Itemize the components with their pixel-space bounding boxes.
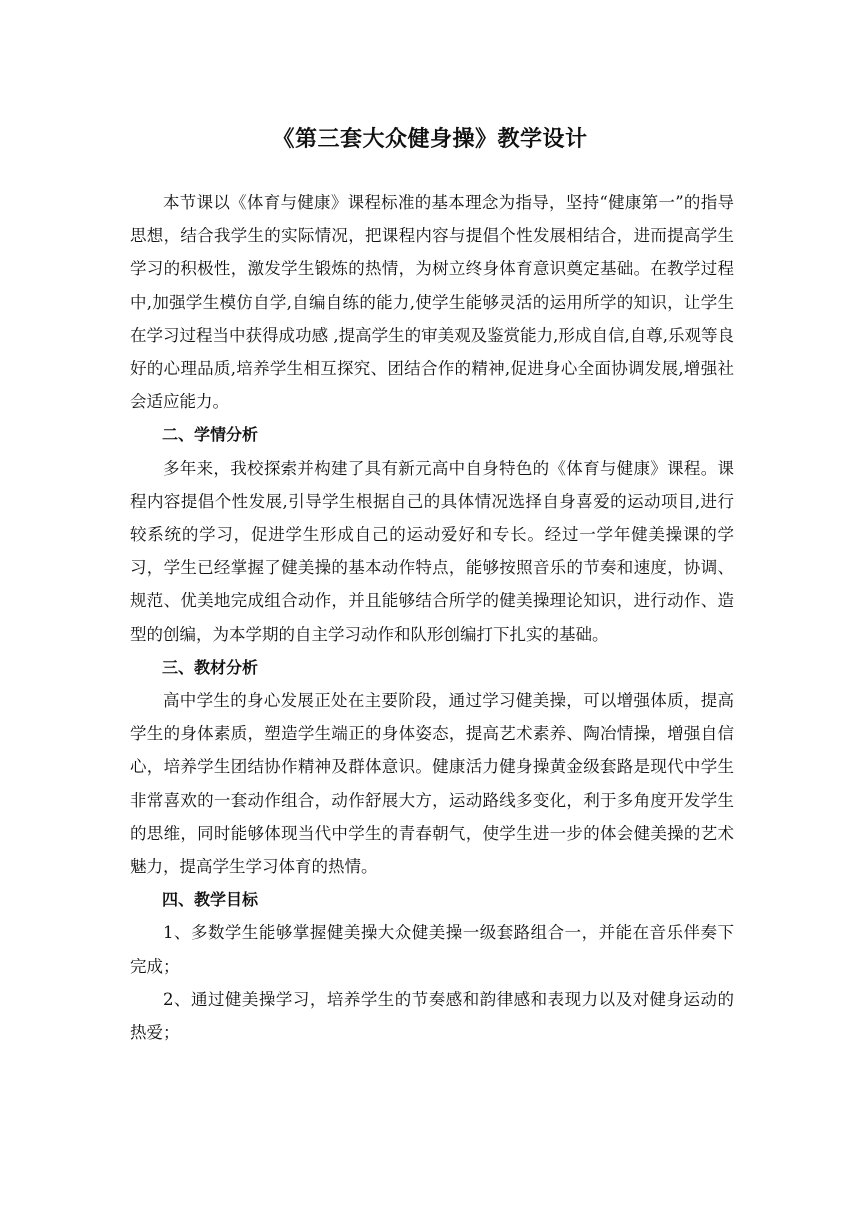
section-heading-material-analysis: 三、教材分析 xyxy=(162,657,259,677)
section-heading-learning-analysis: 二、学情分析 xyxy=(162,425,259,445)
intro-paragraph: 本节课以《体育与健康》课程标准的基本理念为指导，坚持“健康第一”的指导思想，结合我学生的实际情况，把课程内容与提倡个性发展相结合，进而提高学生学习的积极性，激发学生锻炼的热情，为树立终身体育意识奠定基础。在教学过程中,加强学生模仿自学,自编自练的能力,使学生能够灵活的运用所学的知识，让学生在学习过程当中获得成功感 ,提高学生的审美观及鉴赏能力,形成自信,自尊,乐观等良好的心理品质,培养学生相互探究、团结合作的精神,促进身心全面协调发展,增强社会适应能力。 xyxy=(130,193,734,412)
teaching-goal-1: 1、多数学生能够掌握健美操大众健美操一级套路组合一，并能在音乐伴奏下完成； xyxy=(130,923,734,976)
document-body xyxy=(130,186,734,1049)
learning-analysis-paragraph: 多年来，我校探索并构建了具有新元高中自身特色的《体育与健康》课程。课程内容提倡个性发展,引导学生根据自己的具体情况选择自身喜爱的运动项目,进行较系统的学习，促进学生形成自己的运动爱好和专长。经过一学年健美操课的学习，学生已经掌握了健美操的基本动作特点，能够按照音乐的节奏和速度，协调、规范、优美地完成组合动作，并且能够结合所学的健美操理论知识，进行动作、造型的创编，为本学期的自主学习动作和队形创编打下扎实的基础。 xyxy=(130,458,734,644)
teaching-goal-2: 2、通过健美操学习，培养学生的节奏感和韵律感和表现力以及对健身运动的热爱； xyxy=(130,989,734,1043)
material-analysis-paragraph: 高中学生的身心发展正处在主要阶段，通过学习健美操，可以增强体质，提高学生的身体素质，塑造学生端正的身体姿态，提高艺术素养、陶冶情操，增强自信心，培养学生团结协作精神及群体意识。健康活力健身操黄金级套路是现代中学生非常喜欢的一套动作组合，动作舒展大方，运动路线多变化，利于多角度开发学生的思维，同时能够体现当代中学生的青春朝气，使学生进一步的体会健美操的艺术魅力，提高学生学习体育的热情。 xyxy=(130,691,734,877)
document-title: 《第三套大众健身操》教学设计 xyxy=(272,127,588,152)
section-heading-teaching-goals: 四、教学目标 xyxy=(162,890,259,910)
